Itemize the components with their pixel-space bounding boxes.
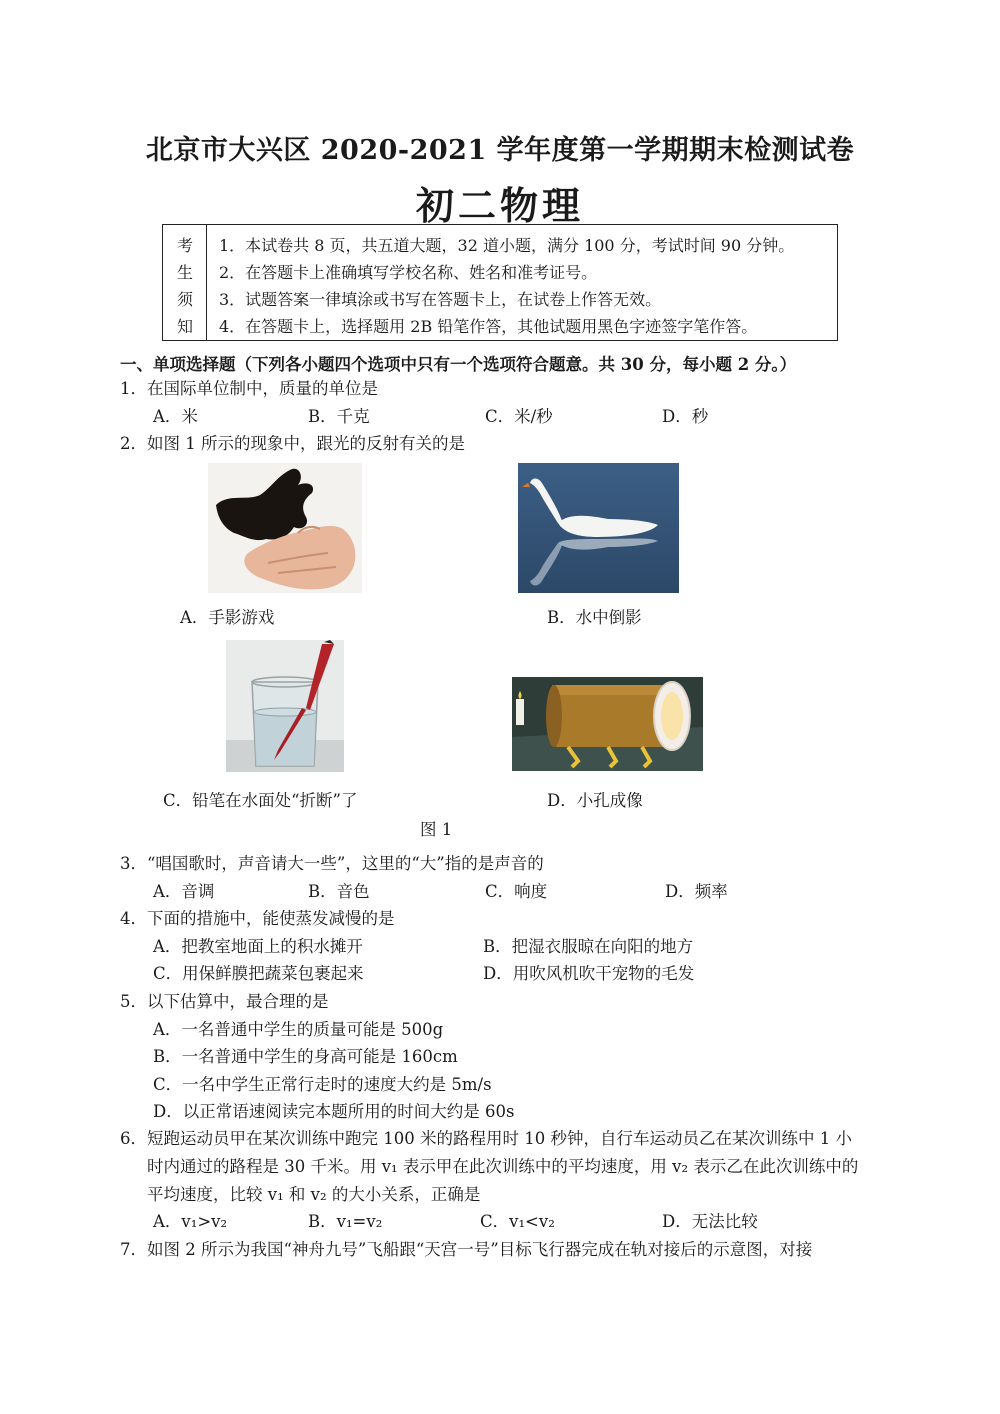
fig-caption-a: A．手影游戏 [180, 608, 275, 627]
q5-option-a: A．一名普通中学生的质量可能是 500g [153, 1020, 444, 1039]
q6-option-b: B．v₁=v₂ [308, 1212, 383, 1231]
question-2-stem: 2．如图 1 所示的现象中，跟光的反射有关的是 [120, 434, 465, 453]
q6-option-d: D．无法比较 [662, 1212, 758, 1231]
question-6-line-2: 时内通过的路程是 30 千米。用 v₁ 表示甲在此次训练中的平均速度，用 v₂ 表示乙在此次训练中的 [147, 1157, 859, 1176]
question-6-line-3: 平均速度，比较 v₁ 和 v₂ 的大小关系，正确是 [147, 1185, 481, 1204]
figure-label: 图 1 [420, 820, 453, 839]
fig-caption-d: D．小孔成像 [547, 791, 643, 810]
q3-option-b: B．音色 [308, 882, 370, 901]
q5-option-c: C．一名中学生正常行走时的速度大约是 5m/s [153, 1075, 492, 1094]
question-6-line-1: 6．短跑运动员甲在某次训练中跑完 100 米的路程用时 10 秒钟，自行车运动员乙在某次训练中 1 小 [120, 1129, 852, 1148]
pinhole-camera-photo [512, 677, 703, 771]
question-5-stem: 5．以下估算中，最合理的是 [120, 992, 329, 1011]
hand-shadow-photo [208, 463, 362, 593]
question-3-stem: 3．“唱国歌时，声音请大一些”，这里的“大”指的是声音的 [120, 854, 544, 873]
notice-side-char: 考 [176, 236, 193, 255]
pencil-in-glass-photo [226, 640, 344, 772]
notice-line: 2．在答题卡上准确填写学校名称、姓名和准考证号。 [219, 263, 598, 282]
notice-side-label [163, 225, 207, 340]
q5-option-b: B．一名普通中学生的身高可能是 160cm [153, 1047, 458, 1066]
notice-side-char: 须 [176, 290, 193, 309]
q3-option-a: A．音调 [153, 882, 215, 901]
notice-line: 3．试题答案一律填涂或书写在答题卡上，在试卷上作答无效。 [219, 290, 662, 309]
q5-option-d: D．以正常语速阅读完本题所用的时间大约是 60s [153, 1102, 515, 1121]
notice-line: 1．本试卷共 8 页，共五道大题，32 道小题，满分 100 分，考试时间 90 分钟。 [219, 236, 795, 255]
q1-option-c: C．米/秒 [485, 407, 553, 426]
subject-title: 初二物理 [415, 183, 584, 228]
notice-line: 4．在答题卡上，选择题用 2B 铅笔作答，其他试题用黑色字迹签字笔作答。 [219, 317, 758, 336]
notice-side-char: 生 [176, 263, 193, 282]
question-7-stem: 7．如图 2 所示为我国“神舟九号”飞船跟“天宫一号”目标飞行器完成在轨对接后的示意图，对接 [120, 1240, 813, 1259]
fig-caption-b: B．水中倒影 [547, 608, 642, 627]
q4-option-b: B．把湿衣服晾在向阳的地方 [483, 937, 694, 956]
q4-option-c: C．用保鲜膜把蔬菜包裹起来 [153, 964, 364, 983]
exam-title: 北京市大兴区 2020-2021 学年度第一学期期末检测试卷 [145, 135, 855, 166]
q6-option-a: A．v₁>v₂ [153, 1212, 228, 1231]
section-heading: 一、单项选择题（下列各小题四个选项中只有一个选项符合题意。共 30 分，每小题 2 分。） [120, 355, 797, 374]
question-1-stem: 1．在国际单位制中，质量的单位是 [120, 379, 378, 398]
swan-reflection-photo [518, 463, 679, 593]
fig-caption-c: C．铅笔在水面处“折断”了 [163, 791, 358, 810]
q4-option-a: A．把教室地面上的积水摊开 [153, 937, 363, 956]
q3-option-d: D．频率 [665, 882, 728, 901]
q1-option-b: B．千克 [308, 407, 370, 426]
candidate-notice-box [162, 224, 838, 341]
q3-option-c: C．响度 [485, 882, 548, 901]
q6-option-c: C．v₁<v₂ [480, 1212, 555, 1231]
notice-side-char: 知 [176, 317, 193, 336]
q1-option-a: A．米 [153, 407, 198, 426]
q4-option-d: D．用吹风机吹干宠物的毛发 [483, 964, 695, 983]
question-4-stem: 4．下面的措施中，能使蒸发减慢的是 [120, 909, 395, 928]
q1-option-d: D．秒 [662, 407, 709, 426]
